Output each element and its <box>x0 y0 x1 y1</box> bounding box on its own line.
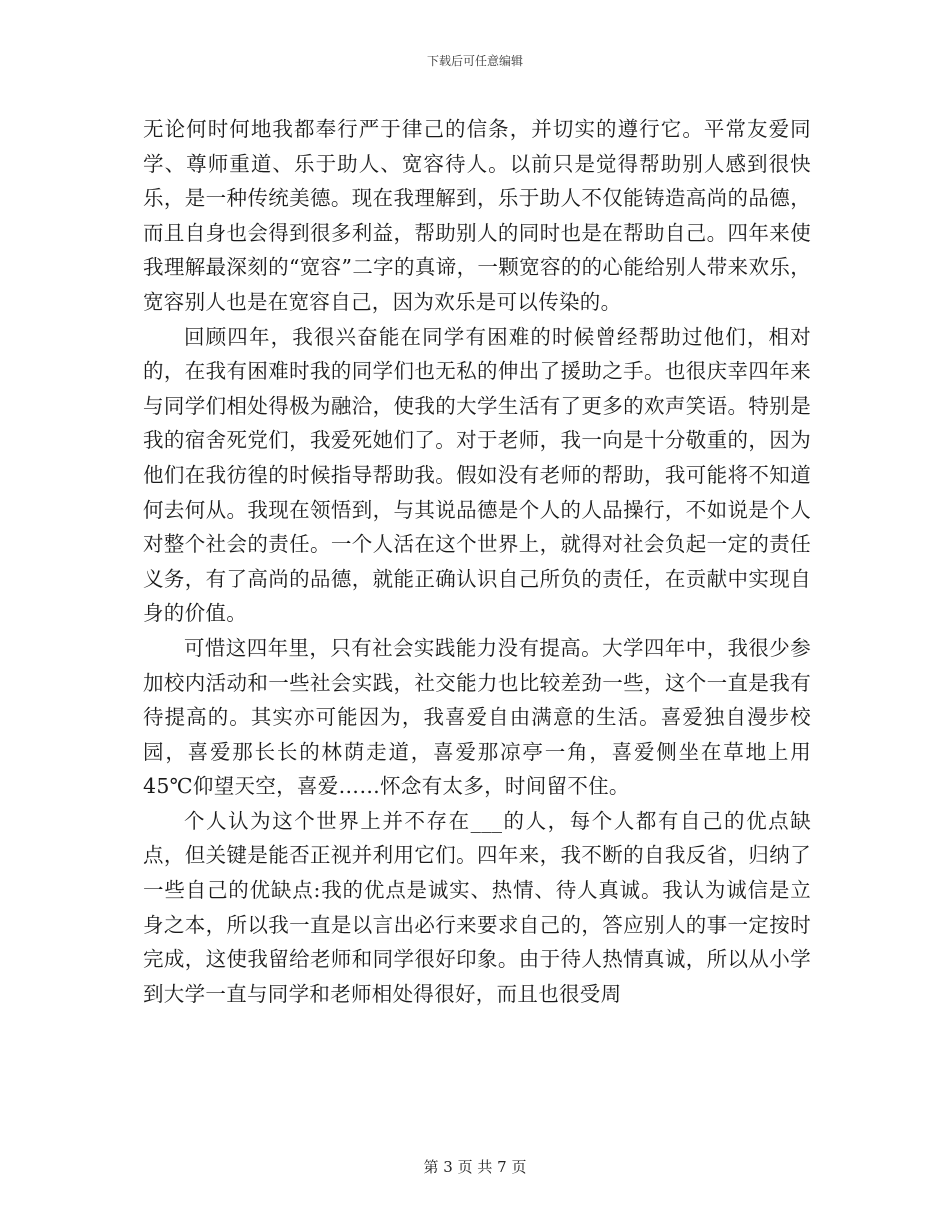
paragraph: 可惜这四年里，只有社会实践能力没有提高。大学四年中，我很少参加校内活动和一些社会实践，社交能力也比较差劲一些，这个一直是我有待提高的。其实亦可能因为，我喜爱自由满意的生活。喜爱独自漫步校园，喜爱那长长的林荫走道，喜爱那凉亭一角，喜爱侧坐在草地上用45℃仰望天空，喜爱……怀念有太多，时间留不住。 <box>143 635 811 799</box>
paragraph: 回顾四年，我很兴奋能在同学有困难的时候曾经帮助过他们，相对的，在我有困难时我的同学们也无私的伸出了援助之手。也很庆幸四年来与同学们相处得极为融洽，使我的大学生活有了更多的欢声笑语。特别是我的宿舍死党们，我爱死她们了。对于老师，我一向是十分敬重的，因为他们在我彷徨的时候指导帮助我。假如没有老师的帮助，我可能将不知道何去何从。我现在领悟到，与其说品德是个人的人品操行，不如说是个人对整个社会的责任。一个人活在这个世界上，就得对社会负起一定的责任义务，有了高尚的品德，就能正确认识自己所负的责任，在贡献中实现自身的价值。 <box>143 324 811 626</box>
page-footer: 第 3 页 共 7 页 <box>423 1158 527 1176</box>
page-header: 下载后可任意编辑 <box>426 54 523 68</box>
paragraph: 无论何时何地我都奉行严于律己的信条，并切实的遵行它。平常友爱同学、尊师重道、乐于助人、宽容待人。以前只是觉得帮助别人感到很快乐，是一种传统美德。现在我理解到，乐于助人不仅能铸造高尚的品德，而且自身也会得到很多利益，帮助别人的同时也是在帮助自己。四年来使我理解最深刻的“宽容”二字的真谛，一颗宽容的的心能给别人带来欢乐，宽容别人也是在宽容自己，因为欢乐是可以传染的。 <box>143 117 811 314</box>
document-body <box>143 112 811 1011</box>
paragraph: 个人认为这个世界上并不存在___的人，每个人都有自己的优点缺点，但关键是能否正视并利用它们。四年来，我不断的自我反省，归纳了一些自己的优缺点:我的优点是诚实、热情、待人真诚。我认为诚信是立身之本，所以我一直是以言出必行来要求自己的，答应别人的事一定按时完成，这使我留给老师和同学很好印象。由于待人热情真诚，所以从小学到大学一直与同学和老师相处得很好，而且也很受周 <box>143 808 811 1006</box>
